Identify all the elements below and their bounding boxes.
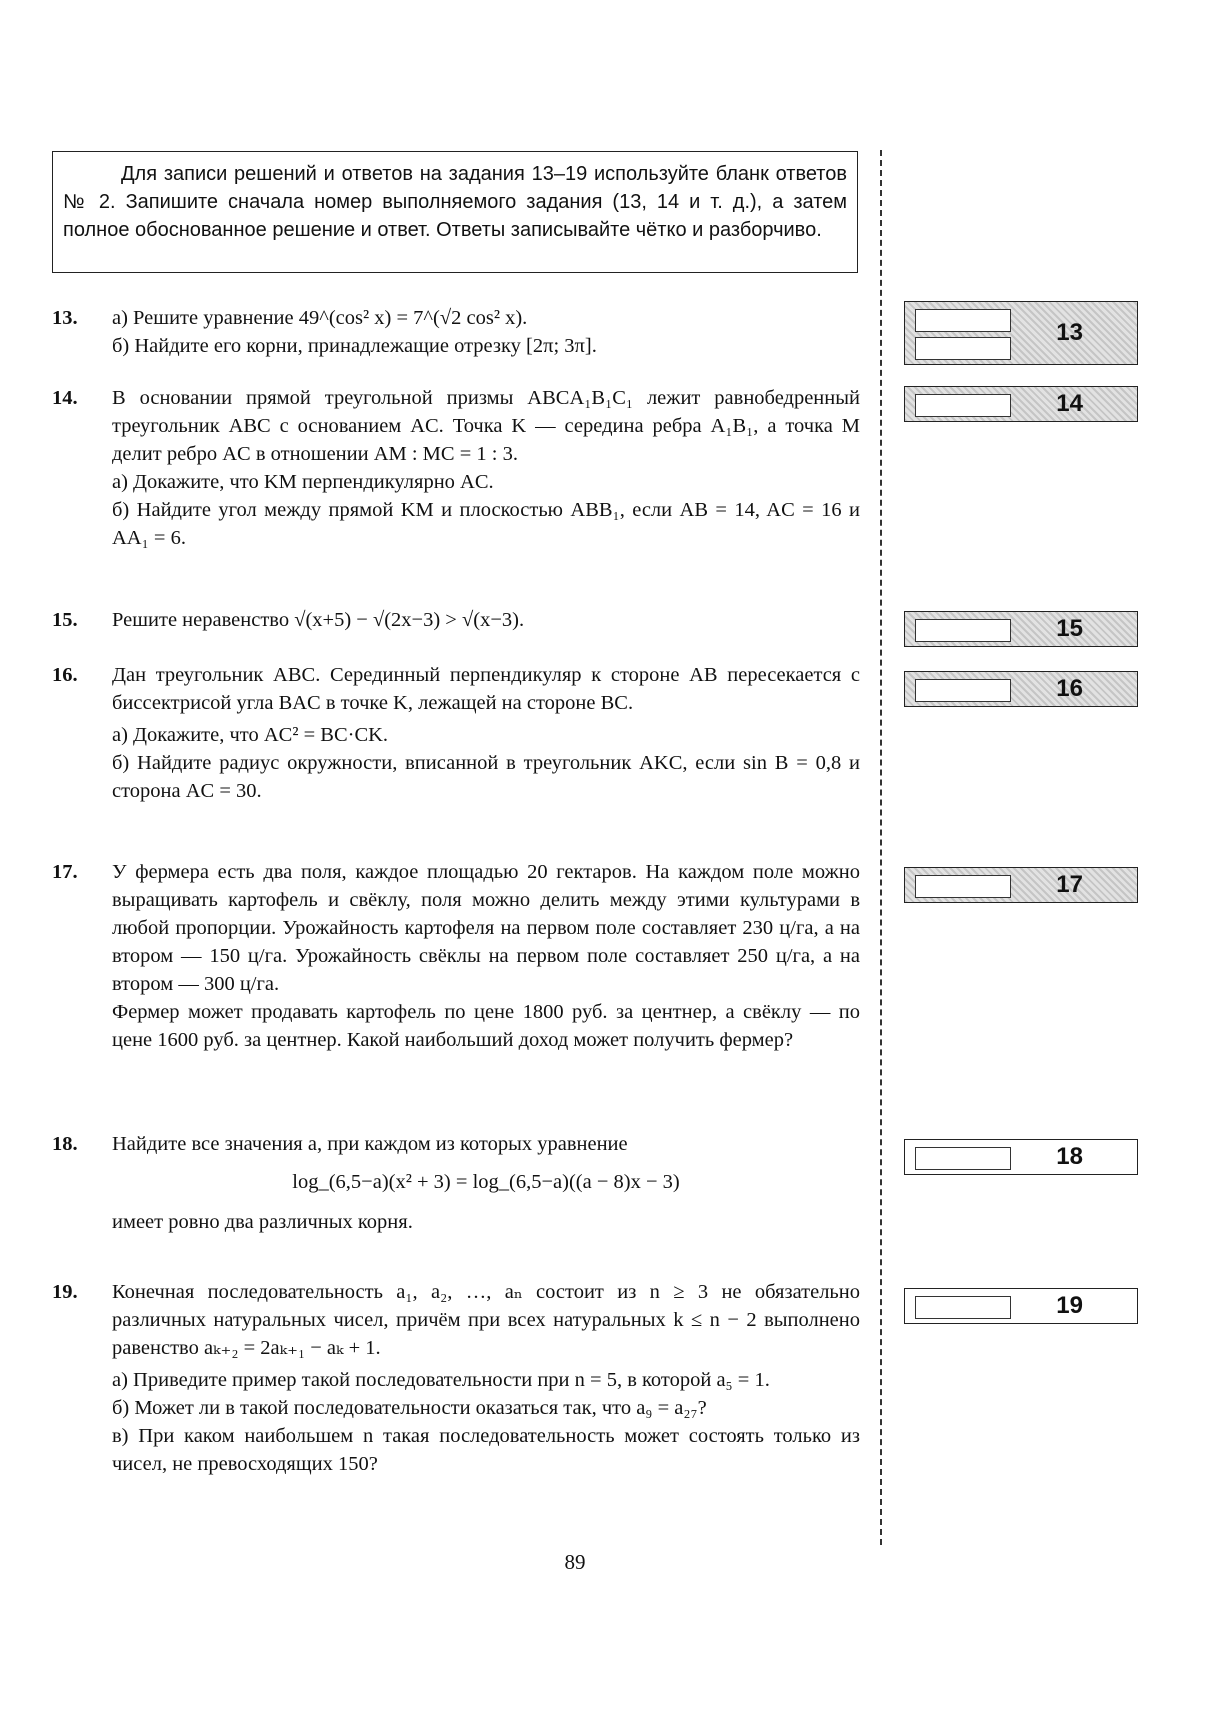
task-text: У фермера есть два поля, каждое площадью 20 гектаров. На каждом поле можно выращивать картофель и свёклу, поля можно делить между этими культурами в любой пропорции. Урожайность картофеля на первом поле составляет 230 ц/га, а на втором — 150 ц/га. Урожайность свёклы на первом поле составляет 250 ц/га, а на втором — 300 ц/га.: [112, 861, 860, 995]
task-text: имеет ровно два различных корня.: [112, 1211, 413, 1233]
answer-field[interactable]: [915, 309, 1011, 332]
answer-field[interactable]: [915, 337, 1011, 360]
answer-field[interactable]: [915, 394, 1011, 417]
answer-box-label: 15: [1056, 615, 1083, 642]
task-15: [52, 606, 860, 634]
answer-box-label: 13: [1056, 319, 1083, 346]
task-text: б) Может ли в такой последовательности оказаться так, что a₉ = a₂₇?: [112, 1397, 707, 1419]
task-formula: log_(6,5−a)(x² + 3) = log_(6,5−a)((a − 8)x − 3): [292, 1171, 680, 1193]
answer-field[interactable]: [915, 679, 1011, 702]
task-text: Решите неравенство √(x+5) − √(2x−3) > √(x−3).: [112, 609, 525, 631]
answer-box-17: [904, 867, 1138, 903]
task-14: [52, 384, 860, 552]
task-number: 15.: [52, 609, 78, 631]
answer-box-16: [904, 671, 1138, 707]
answer-field[interactable]: [915, 1296, 1011, 1319]
answer-box-label: 18: [1056, 1143, 1083, 1170]
answer-box-label: 19: [1056, 1292, 1083, 1319]
task-17: [52, 858, 860, 1054]
task-text: Конечная последовательность a₁, a₂, …, aₙ состоит из n ≥ 3 не обязательно различных натуральных чисел, причём при всех натуральных k ≤ n − 2 выполнено равенство aₖ₊₂ = 2aₖ₊₁ − aₖ + 1.: [112, 1281, 860, 1359]
task-number: 19.: [52, 1281, 78, 1303]
task-13: [52, 304, 860, 360]
task-text: а) Докажите, что AC² = BC·CK.: [112, 724, 389, 746]
answer-box-13: [904, 301, 1138, 365]
answer-box-15: [904, 611, 1138, 647]
task-number: 16.: [52, 664, 78, 686]
task-text: В основании прямой треугольной призмы ABCA₁B₁C₁ лежит равнобедренный треугольник ABC с основанием AC. Точка K — середина ребра A₁B₁, а точка M делит ребро AC в отношении AM : MC = 1 : 3.: [112, 387, 860, 465]
answer-box-18: [904, 1139, 1138, 1175]
answer-box-label: 16: [1056, 675, 1083, 702]
task-text: Дан треугольник ABC. Серединный перпендикуляр к стороне AB пересекается с биссектрисой угла BAC в точке K, лежащей на стороне BC.: [112, 664, 860, 714]
page-number: 89: [564, 1550, 586, 1574]
task-text: Фермер может продавать картофель по цене 1800 руб. за центнер, а свёклу — по цене 1600 руб. за центнер. Какой наибольший доход может получить фермер?: [112, 1001, 860, 1051]
cut-line: [880, 150, 882, 1545]
answer-box-label: 17: [1056, 871, 1083, 898]
answer-box-14: [904, 386, 1138, 422]
task-16: [52, 661, 860, 805]
task-text: а) Докажите, что KM перпендикулярно AC.: [112, 471, 494, 493]
task-18: [52, 1130, 860, 1236]
answer-box-19: [904, 1288, 1138, 1324]
answer-field[interactable]: [915, 875, 1011, 898]
task-text: а) Решите уравнение 49^(cos² x) = 7^(√2 cos² x).: [112, 307, 528, 329]
task-text: в) При каком наибольшем n такая последовательность может состоять только из чисел, не превосходящих 150?: [112, 1425, 860, 1475]
task-text: б) Найдите угол между прямой KM и плоскостью ABB₁, если AB = 14, AC = 16 и AA₁ = 6.: [112, 499, 860, 549]
task-text: б) Найдите радиус окружности, вписанной в треугольник AKC, если sin B = 0,8 и сторона AC = 30.: [112, 752, 860, 802]
task-number: 18.: [52, 1133, 78, 1155]
answer-box-label: 14: [1056, 390, 1083, 417]
task-text: а) Приведите пример такой последовательности при n = 5, в которой a₅ = 1.: [112, 1369, 770, 1391]
answer-field[interactable]: [915, 1147, 1011, 1170]
task-number: 13.: [52, 307, 78, 329]
instructions-box: Для записи решений и ответов на задания 13–19 используйте бланк ответов № 2. Запишите сначала номер выполняемого задания (13, 14 и т. д.), а затем полное обоснованное решение и ответ. Ответы записывайте чётко и разборчиво.: [52, 151, 858, 273]
task-number: 17.: [52, 861, 78, 883]
task-number: 14.: [52, 387, 78, 409]
task-text: б) Найдите его корни, принадлежащие отрезку [2π; 3π].: [112, 335, 597, 357]
answer-field[interactable]: [915, 619, 1011, 642]
task-text: Найдите все значения a, при каждом из которых уравнение: [112, 1133, 628, 1155]
task-19: [52, 1278, 860, 1478]
